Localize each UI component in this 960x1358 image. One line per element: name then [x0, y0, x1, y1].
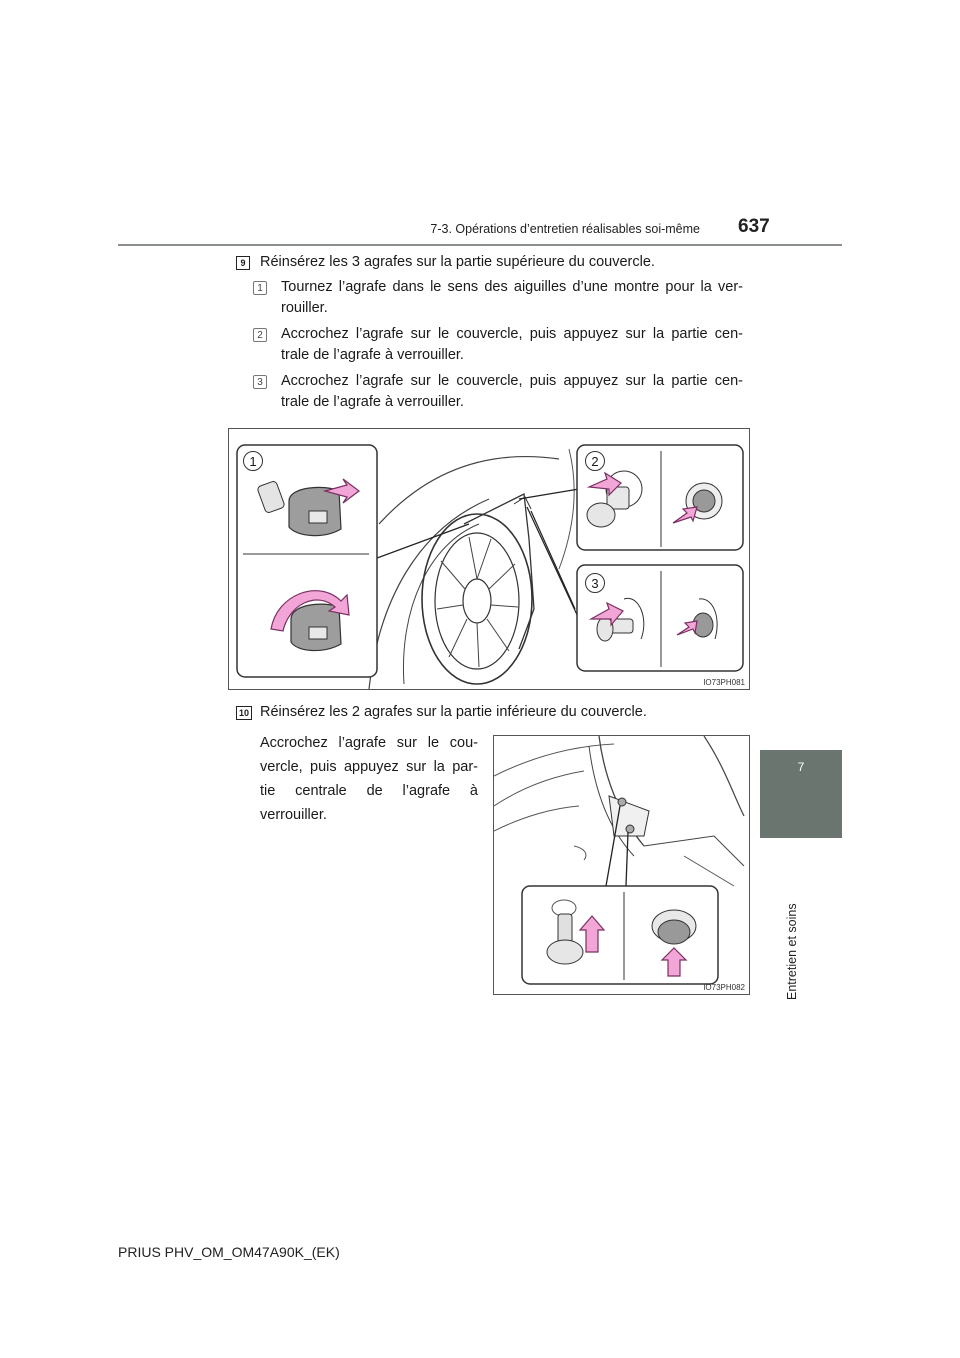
- substep-badge-3: 3: [253, 375, 267, 389]
- step-10-text: Réinsérez les 2 agrafes sur la partie inférieure du couvercle.: [260, 704, 647, 720]
- callout-2: 2: [585, 451, 605, 471]
- substep-1-line2: rouiller.: [281, 300, 328, 316]
- step-10-body-line1: Accrochez l’agrafe sur le cou-: [260, 735, 478, 751]
- header-rule: [118, 244, 842, 246]
- figure-clip-installation-lower: [493, 735, 750, 995]
- chapter-number: 7: [797, 760, 805, 774]
- substep-1-line1: Tournez l’agrafe dans le sens des aiguilles d’une montre pour la ver-: [281, 279, 743, 295]
- section-title: 7-3. Opérations d’entretien réalisables soi-même: [430, 222, 700, 236]
- chapter-label: Entretien et soins: [785, 903, 799, 1000]
- figure-illustration-lower: [494, 736, 749, 994]
- figure-clip-installation-upper: [228, 428, 750, 690]
- substep-2-line1: Accrochez l’agrafe sur le couvercle, puis appuyez sur la partie cen-: [281, 326, 743, 342]
- step-badge-10: 10: [236, 706, 252, 720]
- substep-badge-2: 2: [253, 328, 267, 342]
- substep-3-line2: trale de l’agrafe à verrouiller.: [281, 394, 464, 410]
- substep-badge-1: 1: [253, 281, 267, 295]
- step-10-body-line2: vercle, puis appuyez sur la par-: [260, 759, 478, 775]
- substep-2-line2: trale de l’agrafe à verrouiller.: [281, 347, 464, 363]
- chapter-tab: [760, 750, 842, 838]
- figure-code-lower: IO73PH082: [703, 983, 745, 992]
- step-9-text: Réinsérez les 3 agrafes sur la partie supérieure du couvercle.: [260, 254, 655, 270]
- step-10-body-line3: tie centrale de l’agrafe à: [260, 783, 478, 799]
- step-10-body-line4: verrouiller.: [260, 807, 327, 823]
- substep-3-line1: Accrochez l’agrafe sur le couvercle, puis appuyez sur la partie cen-: [281, 373, 743, 389]
- callout-1: 1: [243, 451, 263, 471]
- document-id: PRIUS PHV_OM_OM47A90K_(EK): [118, 1244, 340, 1260]
- page-number: 637: [738, 216, 770, 237]
- figure-illustration: [229, 429, 749, 689]
- callout-3: 3: [585, 573, 605, 593]
- step-badge-9: 9: [236, 256, 250, 270]
- figure-code: IO73PH081: [703, 678, 745, 687]
